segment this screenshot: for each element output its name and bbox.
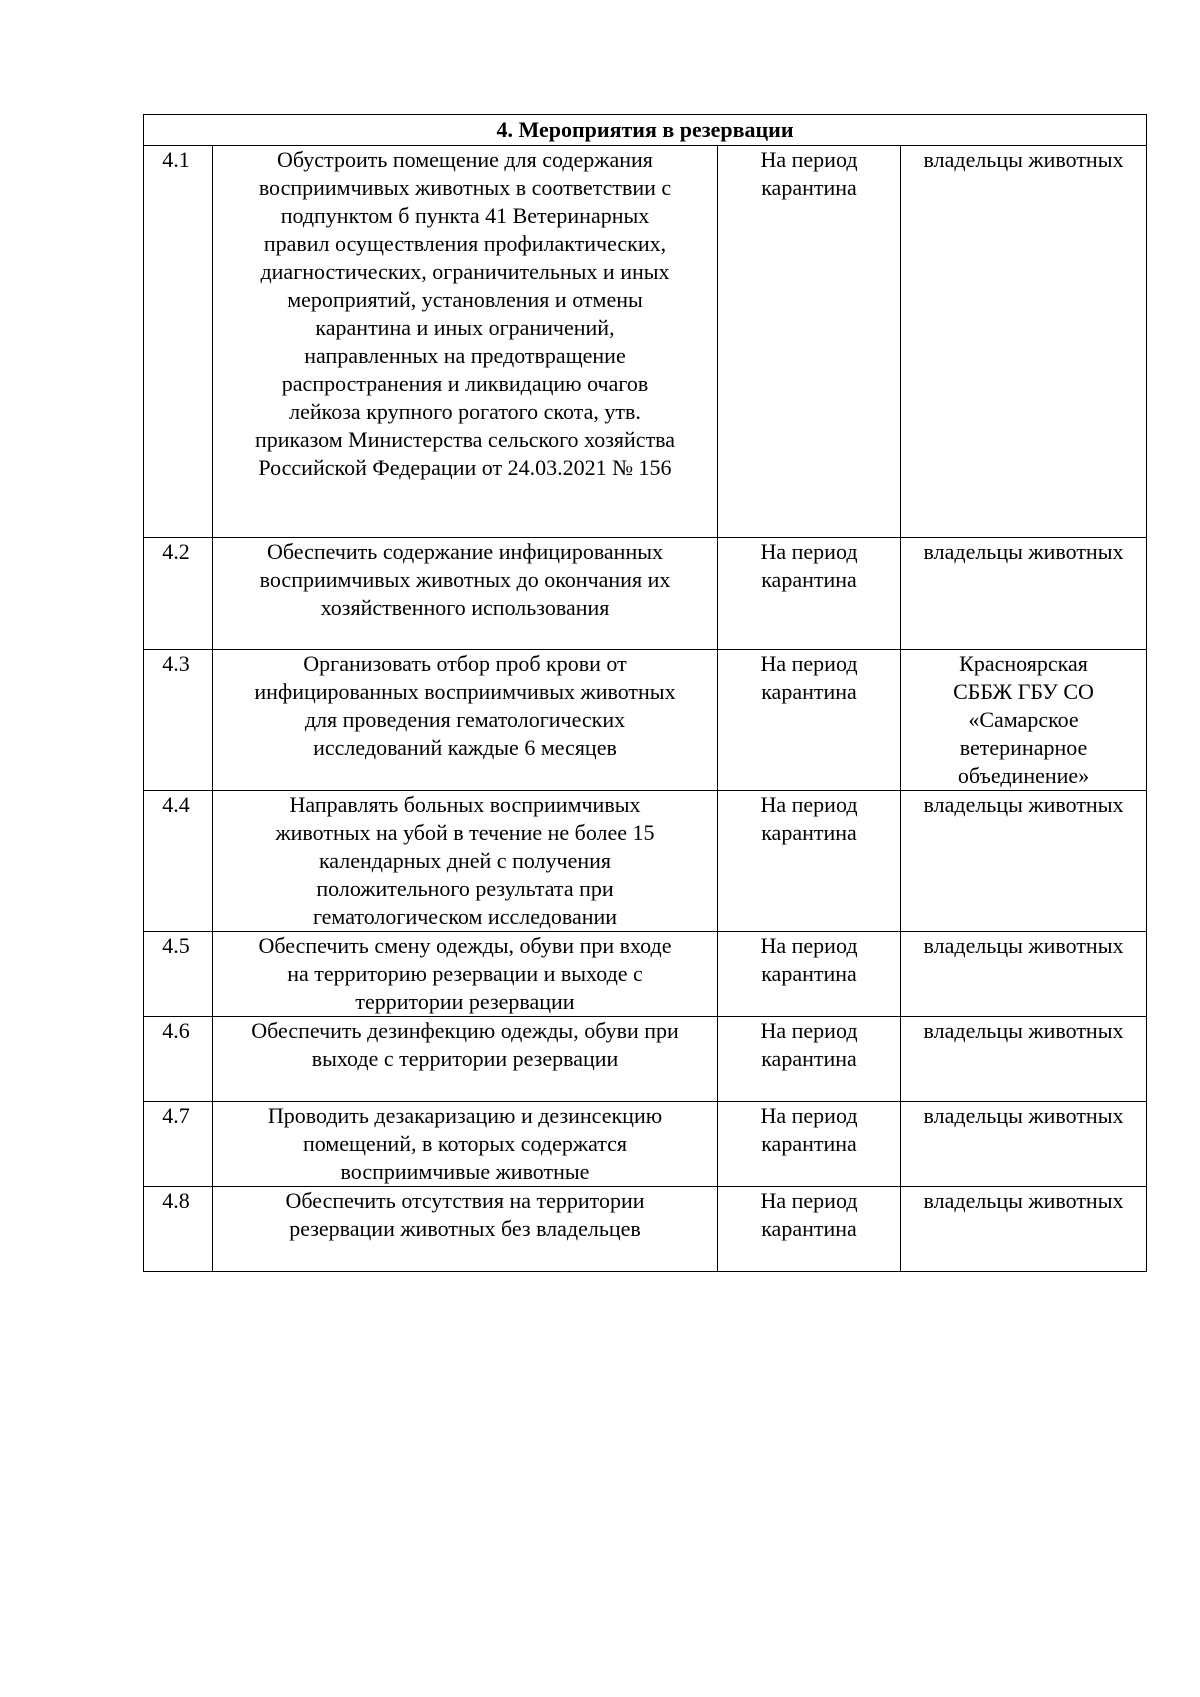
- task-text: Обустроить помещение для содержания восприимчивых животных в соответствии с подпунктом б пункта 41 Ветеринарных правил осуществления профилактических, диагностических, ограничительных и иных мероприятий, установления и отмены карантина и иных ограничений, направленных на предотвращение распространения и ликвидацию очагов лейкоза крупного рогатого скота, утв. приказом Министерства сельского хозяйства Российской Федерации от 24.03.2021 № 156: [254, 147, 676, 480]
- task-cell: [213, 1017, 718, 1102]
- section-header-row: [144, 115, 1147, 146]
- period-cell: [718, 1187, 901, 1272]
- row-number: 4.1: [144, 146, 213, 538]
- table-row: [144, 791, 1147, 932]
- period-text: На период карантина: [760, 1188, 858, 1241]
- period-text: На период карантина: [760, 933, 858, 986]
- responsible-text: владельцы животных: [923, 1103, 1124, 1128]
- table-row: [144, 538, 1147, 650]
- row-number: 4.5: [144, 932, 213, 1017]
- row-number: 4.6: [144, 1017, 213, 1102]
- period-text: На период карантина: [760, 539, 858, 592]
- responsible-text: владельцы животных: [923, 1018, 1124, 1043]
- row-number: 4.3: [144, 650, 213, 791]
- task-cell: [213, 791, 718, 932]
- table-row: [144, 932, 1147, 1017]
- responsible-text: владельцы животных: [923, 792, 1124, 817]
- table-row: [144, 1187, 1147, 1272]
- period-text: На период карантина: [760, 1103, 858, 1156]
- task-text: Обеспечить отсутствия на территории резервации животных без владельцев: [285, 1188, 645, 1241]
- responsible-text: Красноярская СББЖ ГБУ СО «Самарское ветеринарное объединение»: [953, 651, 1094, 788]
- task-text: Обеспечить смену одежды, обуви при входе на территорию резервации и выходе с территории резервации: [258, 933, 672, 1014]
- task-text: Направлять больных восприимчивых животных на убой в течение не более 15 календарных дней с получения положительного результата при гематологическом исследовании: [275, 792, 655, 929]
- task-cell: [213, 538, 718, 650]
- task-text: Обеспечить содержание инфицированных восприимчивых животных до окончания их хозяйственного использования: [259, 539, 671, 620]
- row-number: 4.7: [144, 1102, 213, 1187]
- task-cell: [213, 146, 718, 538]
- period-text: На период карантина: [760, 147, 858, 200]
- task-cell: [213, 1102, 718, 1187]
- responsible-text: владельцы животных: [923, 933, 1124, 958]
- task-cell: [213, 1187, 718, 1272]
- task-cell: [213, 932, 718, 1017]
- table-row: [144, 1102, 1147, 1187]
- task-text: Проводить дезакаризацию и дезинсекцию помещений, в которых содержатся восприимчивые животные: [267, 1103, 663, 1184]
- task-cell: [213, 650, 718, 791]
- responsible-cell: [901, 791, 1147, 932]
- responsible-cell: [901, 1102, 1147, 1187]
- period-cell: [718, 538, 901, 650]
- period-cell: [718, 791, 901, 932]
- row-number: 4.4: [144, 791, 213, 932]
- table-row: [144, 650, 1147, 791]
- period-cell: [718, 1017, 901, 1102]
- responsible-cell: [901, 146, 1147, 538]
- period-cell: [718, 146, 901, 538]
- period-cell: [718, 650, 901, 791]
- section-title: 4. Мероприятия в резервации: [144, 115, 1147, 146]
- table-row: [144, 146, 1147, 538]
- task-text: Организовать отбор проб крови от инфицированных восприимчивых животных для проведения гематологических исследований каждые 6 месяцев: [254, 651, 676, 760]
- responsible-text: владельцы животных: [923, 539, 1124, 564]
- period-text: На период карантина: [760, 651, 858, 704]
- period-cell: [718, 932, 901, 1017]
- period-cell: [718, 1102, 901, 1187]
- responsible-cell: [901, 932, 1147, 1017]
- responsible-cell: [901, 650, 1147, 791]
- responsible-cell: [901, 1017, 1147, 1102]
- row-number: 4.2: [144, 538, 213, 650]
- row-number: 4.8: [144, 1187, 213, 1272]
- table-row: [144, 1017, 1147, 1102]
- responsible-text: владельцы животных: [923, 1188, 1124, 1213]
- period-text: На период карантина: [760, 792, 858, 845]
- period-text: На период карантина: [760, 1018, 858, 1071]
- task-text: Обеспечить дезинфекцию одежды, обуви при выходе с территории резервации: [251, 1018, 679, 1071]
- measures-table: [143, 114, 1147, 1272]
- responsible-cell: [901, 538, 1147, 650]
- responsible-text: владельцы животных: [923, 147, 1124, 172]
- responsible-cell: [901, 1187, 1147, 1272]
